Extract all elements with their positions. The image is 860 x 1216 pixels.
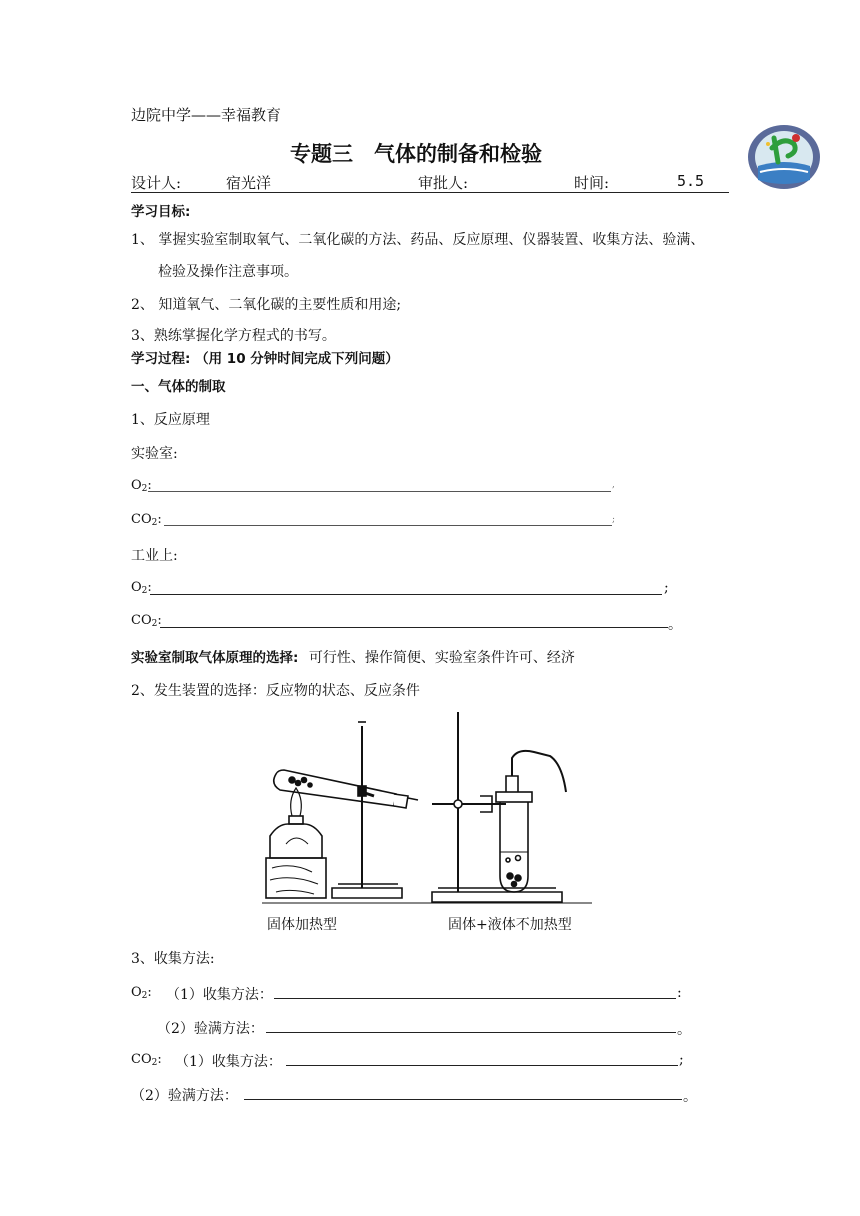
caption-solid-heating: 固体加热型	[267, 917, 337, 933]
o2-industry-answer-line[interactable]	[150, 594, 662, 595]
school-name: 边院中学——幸福教育	[131, 106, 282, 124]
selection-principle-text: 可行性、操作简便、实验室条件许可、经济	[308, 650, 575, 666]
o2-industry-label: $O_2$:	[131, 580, 152, 596]
time-label: 时间:	[574, 174, 610, 192]
o2-check-end: 。	[677, 1022, 691, 1038]
goal-1-line-2: 检验及操作注意事项。	[158, 264, 298, 280]
reviewer-label: 审批人:	[418, 174, 469, 192]
goal-1-line-1: 1、 掌握实验室制取氧气、二氧化碳的方法、药品、反应原理、仪器装置、收集方法、验满、	[131, 232, 705, 248]
industry-label: 工业上:	[131, 548, 178, 564]
co2-lab-end: ;	[612, 515, 616, 525]
co2-collect-prefix: $CO_2$:	[131, 1052, 162, 1068]
designer-name: 宿光洋	[226, 174, 272, 192]
sub-reaction-principle: 1、反应原理	[131, 412, 210, 428]
co2-collect-end: ;	[679, 1052, 684, 1068]
lab-label: 实验室:	[131, 446, 178, 462]
selection-principle-label: 实验室制取气体原理的选择:	[131, 650, 299, 666]
selection-principle	[131, 646, 575, 667]
o2-lab-label: $O_2$:	[131, 478, 152, 494]
goal-3: 3、熟练掌握化学方程式的书写。	[131, 328, 336, 344]
caption-solid-liquid: 固体+液体不加热型	[448, 917, 572, 933]
co2-industry-label: $CO_2$:	[131, 613, 162, 629]
o2-collect-answer-line[interactable]	[274, 998, 676, 999]
co2-collect-label: （1）收集方法：	[175, 1054, 282, 1070]
header-underline	[131, 192, 729, 193]
co2-check-end: 。	[683, 1089, 697, 1105]
co2-check-answer-line[interactable]	[244, 1099, 682, 1100]
co2-industry-answer-line[interactable]	[160, 627, 668, 628]
o2-collect-label: （1）收集方法：	[166, 987, 273, 1003]
section-gas-preparation: 一、气体的制取	[131, 379, 226, 395]
o2-check-label: （2）验满方法：	[157, 1021, 264, 1037]
goals-heading: 学习目标:	[131, 204, 191, 220]
o2-lab-end: ,	[612, 480, 615, 490]
process-heading: 学习过程: （用 10 分钟时间完成下列问题）	[131, 351, 399, 367]
sub-collection-method: 3、收集方法:	[131, 951, 215, 967]
co2-collect-answer-line[interactable]	[286, 1065, 678, 1066]
apparatus-illustration	[262, 708, 592, 904]
co2-industry-end: 。	[668, 617, 682, 633]
co2-check-label: （2）验满方法：	[131, 1088, 238, 1104]
goal-2: 2、 知道氧气、二氧化碳的主要性质和用途;	[131, 297, 402, 313]
time-value: 5.5	[677, 172, 705, 190]
co2-lab-label: $CO_2$:	[131, 512, 162, 528]
o2-collect-end: :	[677, 985, 682, 1001]
school-logo	[744, 122, 824, 192]
o2-lab-answer-line[interactable]	[148, 491, 611, 492]
sub-apparatus-selection: 2、发生装置的选择：反应物的状态、反应条件	[131, 683, 420, 699]
o2-collect-prefix: $O_2$:	[131, 985, 152, 1001]
o2-check-answer-line[interactable]	[266, 1032, 676, 1033]
page-title: 专题三 气体的制备和检验	[290, 142, 542, 166]
co2-lab-answer-line[interactable]	[164, 525, 612, 526]
o2-industry-end: ;	[664, 580, 669, 596]
designer-label: 设计人:	[131, 174, 182, 192]
